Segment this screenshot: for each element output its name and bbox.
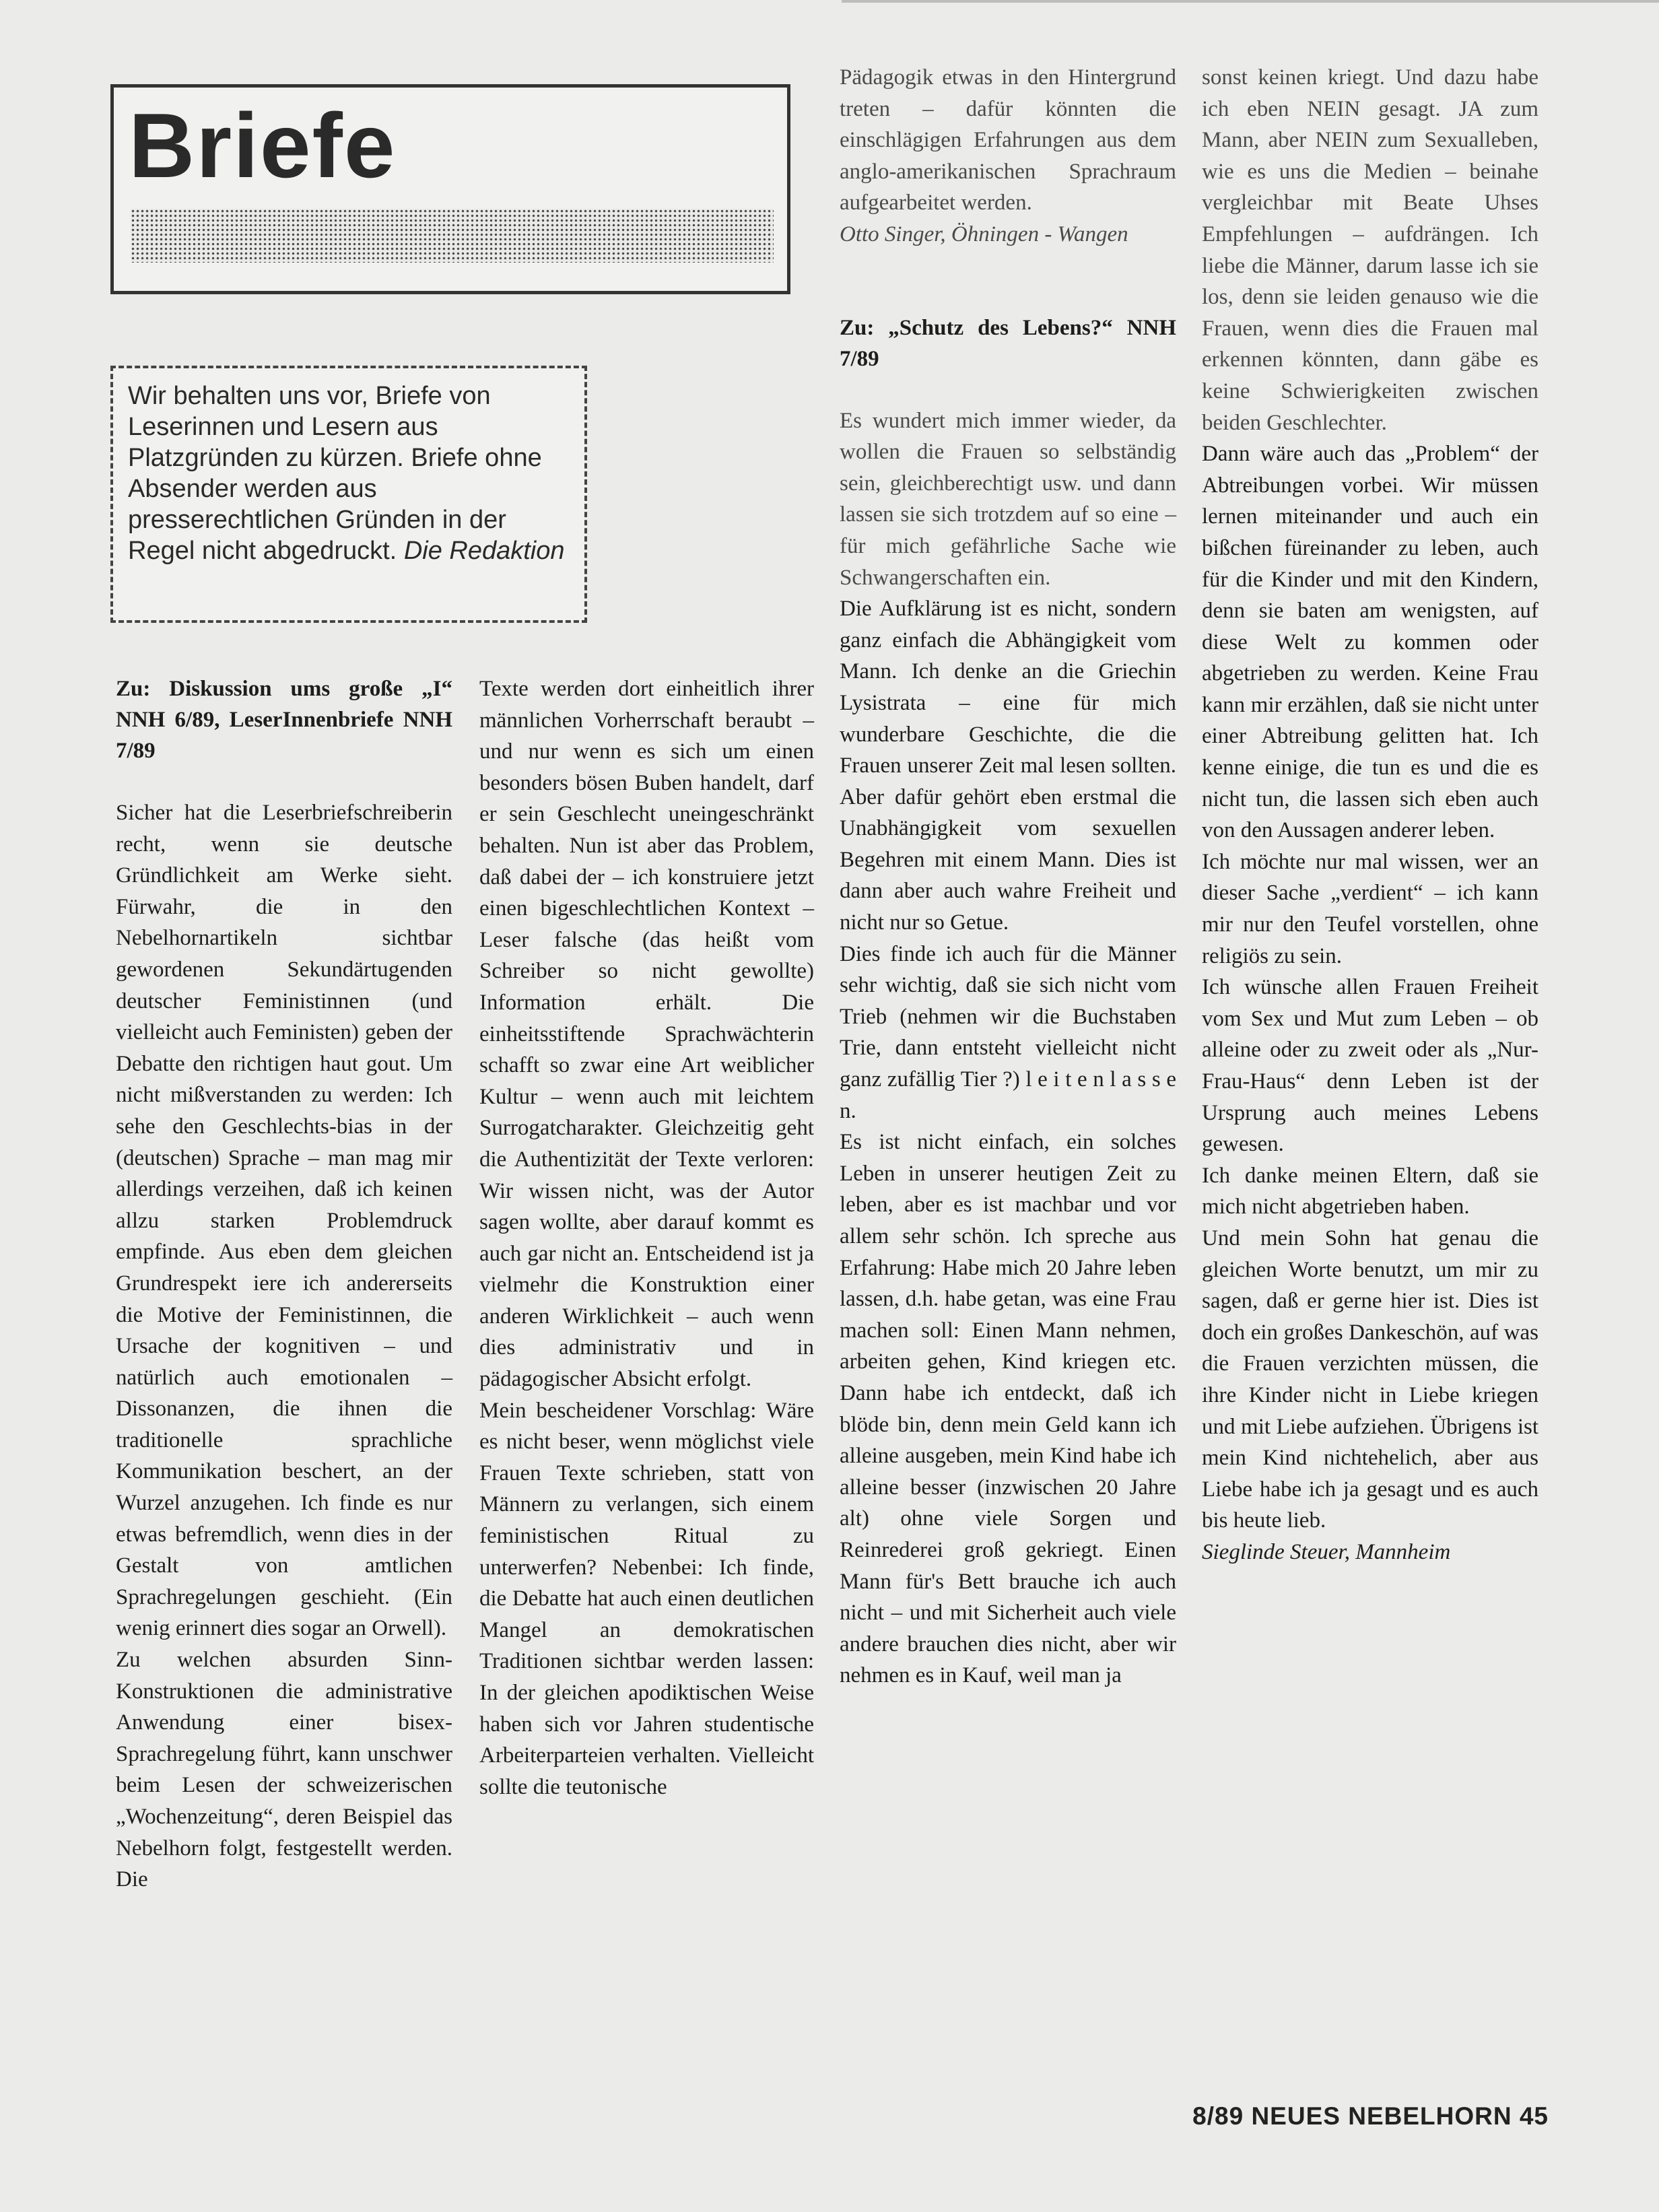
column-1 — [116, 673, 452, 1896]
column-3 — [840, 62, 1176, 1691]
letter2-paragraph: Es wundert mich immer wieder, da wollen die Frauen so selbständig sein, gleichberechtigt usw. und dann lassen sie sich trotzdem auf so eine – für mich gefährliche Sache wie Schwangerschaften ein. — [840, 408, 1176, 590]
section-title: Briefe — [129, 94, 397, 197]
letter1-signature: Otto Singer, Öhningen - Wangen — [840, 222, 1128, 246]
letter1-paragraph: Sicher hat die Leserbriefschreiberin recht, wenn sie deutsche Gründlichkeit am Werke sieht. Fürwahr, die in den Nebelhornartikeln sichtbar gewordenen Sekundärtugenden deutscher Feministinnen (und vielleicht auch Feministen) geben der Debatte den richtigen haut gout. Um nicht mißverstanden zu werden: Ich sehe den Geschlechts-bias in der (deutschen) Sprache – man mag mir allerdings verzeihen, daß ich keinen allzu starken Problemdruck empfinde. Aus eben dem gleichen Grundrespekt iere ich andererseits die Motive der Feministinnen, die Ursache der kognitiven – und natürlich auch emotionalen – Dissonanzen, die ihnen die traditionelle sprachliche Kommunikation beschert, an der Wurzel anzugehen. Ich finde es nur etwas befremdlich, wenn dies in der Gestalt von amtlichen Sprachregelungen geschieht. (Ein wenig erinnert dies sogar an Orwell). — [116, 801, 452, 1641]
page-footer: 8/89 NEUES NEBELHORN 45 — [1192, 2102, 1549, 2130]
letter1-paragraph: Mein bescheidener Vorschlag: Wäre es nicht beser, wenn möglichst viele Frauen Texte schrieben, statt von Männern zu verlangen, sich einem feministischen Ritual zu unterwerfen? Nebenbei: Ich finde, die Debatte hat auch einen deutlichen Mangel an demokratischen Traditionen sichtbar werden lassen: In der gleichen apodiktischen Weise haben sich vor Jahren studentische Arbeiterparteien verhalten. Vielleicht sollte die teutonische — [479, 1398, 814, 1799]
letter2-paragraph: Und mein Sohn hat genau die gleichen Worte benutzt, um mir zu sagen, daß er gerne hier ist. Dies ist doch ein großes Dankeschön, auf was die Frauen verzichten müssen, die ihre Kinder nicht in Liebe kriegen und mit Liebe aufziehen. Übrigens ist mein Kind nichtehelich, aber aus Liebe habe ich ja gesagt und es auch bis heute lieb. — [1202, 1226, 1538, 1533]
letter2-paragraph: Dies finde ich auch für die Männer sehr wichtig, daß sie sich nicht vom Trieb (nehmen wir die Buchstaben Trie, dann entsteht vielleicht nicht ganz zufällig Tier ?) l e i t e n l a s s e n. — [840, 941, 1176, 1123]
letter2-paragraph: Dann wäre auch das „Problem“ der Abtreibungen vorbei. Wir müssen lernen miteinander und auch ein bißchen füreinander zu leben, auch für die Kinder und mit den Kindern, denn sie baten am wenigsten, auf diese Welt zu kommen oder abgetrieben zu werden. Keine Frau kann mir erzählen, daß sie nicht unter einer Abtreibung gelitten hat. Ich kenne einige, die tun es und die es nicht tun, die lassen sich eben auch von den Aussagen anderer leben. — [1202, 442, 1538, 843]
column-2 — [479, 673, 814, 1803]
letter1-heading: Zu: Diskussion ums große „I“ NNH 6/89, LeserInnenbriefe NNH 7/89 — [116, 677, 452, 763]
letter2-signature: Sieglinde Steuer, Mannheim — [1202, 1539, 1451, 1564]
notice-signature: Die Redaktion — [403, 537, 565, 565]
notice-text: Wir behalten uns vor, Briefe von Leserinnen und Lesern aus Platzgründen zu kürzen. Briefe ohne Absender werden aus presserechtlichen Gründen in der Regel nicht abgedruckt. — [128, 382, 542, 565]
letter2-paragraph: Ich möchte nur mal wissen, wer an dieser Sache „verdient“ – ich kann mir nur den Teufel vorstellen, ohne religiös zu sein. — [1202, 849, 1538, 968]
letter2-paragraph: Ich wünsche allen Frauen Freiheit vom Sex und Mut zum Leben – ob alleine oder zu zweit oder als „Nur-Frau-Haus“ denn Leben ist der Ursprung auch meines Lebens gewesen. — [1202, 975, 1538, 1157]
letter1-paragraph: Texte werden dort einheitlich ihrer männlichen Vorherrschaft beraubt – und nur wenn es sich um einen besonders bösen Buben handelt, darf er sein Geschlecht uneingeschränkt behalten. Nun ist aber das Problem, daß dabei der – ich konstruiere jetzt einen bigeschlechtlichen Kontext – Leser falsche (das heißt vom Schreiber so nicht gewollte) Information erhält. Die einheitsstiftende Sprachwächterin schafft so zwar eine Art weiblicher Kultur – wenn auch mit leichtem Surrogatcharakter. Gleichzeitig geht die Authentizität der Texte verloren: Wir wissen nicht, was der Autor sagen wollte, aber darauf kommt es auch gar nicht an. Entscheidend ist ja vielmehr die Konstruktion einer anderen Wirklichkeit – auch wenn dies administrativ und in pädagogischer Absicht erfolgt. — [479, 677, 814, 1392]
letter1-paragraph: Pädagogik etwas in den Hintergrund treten – dafür könnten die einschlägigen Erfahrungen aus dem anglo-amerikanischen Sprachraum aufgearbeitet werden. — [840, 65, 1176, 215]
letter1-paragraph: Zu welchen absurden Sinn-Konstruktionen die administrative Anwendung einer bisex-Sprachregelung führt, kann unschwer beim Lesen der schweizerischen „Wochenzeitung“, deren Beispiel das Nebelhorn folgt, festgestellt werden. Die — [116, 1648, 452, 1892]
top-edge-line — [842, 0, 1659, 3]
section-title-box — [110, 84, 790, 294]
letter2-paragraph: Ich danke meinen Eltern, daß sie mich nicht abgetrieben haben. — [1202, 1163, 1538, 1219]
letter2-heading: Zu: „Schutz des Lebens?“ NNH 7/89 — [840, 315, 1176, 371]
letter2-paragraph: Die Aufklärung ist es nicht, sondern ganz einfach die Abhängigkeit vom Mann. Ich denke an die Griechin Lysistrata – eine für mich wunderbare Geschichte, die die Frauen unserer Zeit mal lesen sollten. Aber dafür gehört eben erstmal die Unabhängigkeit vom sexuellen Begehren mit einem Mann. Dies ist dann aber auch wahre Freiheit und nicht nur so Getue. — [840, 597, 1176, 935]
dotted-pattern — [131, 209, 774, 263]
letter2-paragraph: sonst keinen kriegt. Und dazu habe ich eben NEIN gesagt. JA zum Mann, aber NEIN zum Sexualleben, wie es uns die Medien – beinahe vergleichbar mit Beate Uhses Empfehlungen – aufdrängen. Ich liebe die Männer, darum lasse ich sie los, denn sie leiden genauso wie die Frauen, wenn dies die Frauen mal erkennen könnten, dann gäbe es keine Schwierigkeiten zwischen beiden Geschlechter. — [1202, 65, 1538, 435]
column-4 — [1202, 62, 1538, 1568]
letter2-paragraph: Es ist nicht einfach, ein solches Leben in unserer heutigen Zeit zu leben, aber es ist machbar und vor allem sehr schön. Ich spreche aus Erfahrung: Habe mich 20 Jahre leben lassen, d.h. habe getan, was eine Frau machen soll: Einen Mann nehmen, arbeiten gehen, Kind kriegen etc. Dann habe ich entdeckt, daß ich blöde bin, denn mein Geld kann ich alleine ausgeben, mein Kind habe ich alleine besser (inzwischen 20 Jahre alt) ohne viele Sorgen und Reinrederei groß gekriegt. Einen Mann für's Bett brauche ich auch nicht – und mit Sicherheit auch viele andere brauchen dies nicht, aber wir nehmen es in Kauf, weil man ja — [840, 1130, 1176, 1688]
editorial-notice — [110, 366, 587, 623]
